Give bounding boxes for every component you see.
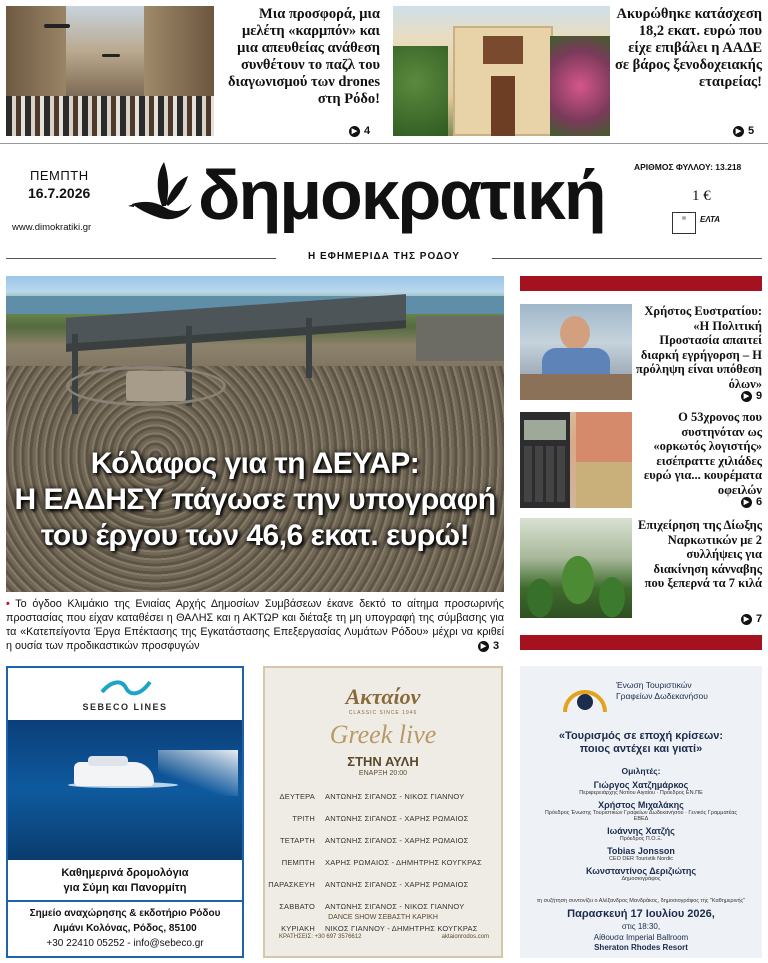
side-story-1-text[interactable]: Χρήστος Ευστρατίου: «Η Πολιτική Προστασία απαιτεί διαρκή εγρήγορση – Η πρόληψη είναι υπόθεση όλων» (636, 304, 762, 391)
sebeco-brand: SEBECO LINES (82, 702, 168, 712)
tourism-org-logo-icon (560, 674, 610, 714)
speaker: Ιωάννης Χατζής Πρόεδρος Π.Ο.Ξ. (607, 826, 675, 842)
drone-icon (44, 24, 70, 28)
mansion-photo (393, 6, 610, 136)
tourism-org (616, 680, 708, 702)
main-headline-line2: Η ΕΑΔΗΣΥ πάγωσε την υπογραφή (14, 483, 496, 516)
price: 1 € (692, 188, 711, 204)
tourism-place-line1: Αίθουσα Imperial Ballroom (593, 933, 689, 942)
tourism-title-line1: «Τουρισμός σε εποχή κρίσεων: (558, 730, 724, 742)
side-top-bar (520, 276, 762, 291)
dove-logo-icon (126, 160, 196, 226)
tourism-place (520, 933, 762, 953)
teaser-drones-text[interactable]: Μια προσφορά, μια μελέτη «καρμπόν» και μια απευθείας ανάθεση συνθέτουν το παζλ του διαγωνισμού των drones στη Ρόδο! (228, 6, 380, 107)
drones-street-photo (6, 6, 214, 136)
aktaion-since: CLASSIC SINCE 1946 (348, 710, 418, 716)
side-story-2-text[interactable]: Ο 53χρονος που συστηνόταν ως «ορκωτός λογιστής» εισέπραττε χιλιάδες ευρώ για... κουρέματα οφειλών (643, 410, 762, 497)
side-story-3-text[interactable]: Επιχείρηση της Δίωξης Ναρκωτικών με 2 συλλήψεις για διακίνηση κάνναβης που ξεπερνά τα 7 κιλά (638, 518, 762, 590)
speaker: Κωνσταντίνος Δεριζιώτης Δημοσιογράφος (585, 866, 696, 882)
masthead-top-rule (0, 143, 768, 144)
aktaion-phone[interactable]: ΚΡΑΤΗΣΕΙΣ: +30 697 3576612 (279, 934, 362, 940)
tourism-org-line2: Γραφείων Δωδεκανήσου (616, 691, 708, 701)
sebeco-divider (8, 900, 242, 902)
ad-sebeco[interactable] (6, 666, 244, 958)
arrow-right-icon: ▶ (741, 614, 752, 625)
politician-photo (520, 304, 632, 400)
sebeco-address (8, 906, 242, 951)
ad-tourism[interactable] (520, 666, 762, 958)
tourism-time: στις 18:30, (621, 922, 661, 931)
main-lead (6, 597, 504, 653)
tourism-date: Παρασκευή 17 Ιουλίου 2026, (567, 908, 715, 920)
arrow-right-icon: ▶ (741, 497, 752, 508)
tagline: Η ΕΦΗΜΕΡΙΔΑ ΤΗΣ ΡΟΔΟΥ (307, 251, 461, 262)
schedule-row: ΤΕΤΑΡΤΗ ΑΝΤΩΝΗΣ ΣΙΓΑΝΟΣ - ΧΑΡΗΣ ΡΩΜΑΙΟΣ (279, 836, 469, 845)
teaser-seizure-page: ▶ 5 (733, 125, 754, 137)
side-bottom-bar (520, 635, 762, 650)
masthead-date: 16.7.2026 (28, 185, 91, 201)
tourism-moderator: τη συζήτηση συντονίζει ο Αλέξανδρος Μανδράκος, δημοσιογράφος της "Καθημερινής" (536, 898, 746, 904)
main-story-page: ▶ 3 (478, 640, 499, 652)
arrow-right-icon: ▶ (733, 126, 744, 137)
speaker: Χρήστος Μιχαλάκης Πρόεδρος Ένωσης Τουριστικών Γραφείων Δωδεκανήσου · Γενικός Γραμματέας ΕΒΕΔ (544, 800, 738, 822)
side-story-1-page: ▶ 9 (741, 390, 762, 402)
drone-icon (102, 54, 120, 57)
sebeco-tagline (8, 866, 242, 896)
schedule-row: ΚΥΡΙΑΚΗ ΝΙΚΟΣ ΓΙΑΝΝΟΥ - ΔΗΜΗΤΡΗΣ ΚΟΥΓΚΡΑΣ (281, 924, 478, 933)
wave-logo-icon (100, 676, 152, 698)
aktaion-brand: Ακταίον (345, 684, 421, 709)
aktaion-start: ΕΝΑΡΞΗ 20:00 (358, 770, 408, 777)
issue-number: ΑΡΙΘΜΟΣ ΦΥΛΛΟΥ: 13.218 (634, 162, 742, 172)
schedule-row: ΠΑΡΑΣΚΕΥΗ ΑΝΤΩΝΗΣ ΣΙΓΑΝΟΣ - ΧΑΡΗΣ ΡΩΜΑΙΟΣ (268, 880, 469, 889)
arrow-right-icon: ▶ (478, 641, 489, 652)
schedule-row: ΣΑΒΒΑΤΟ ΑΝΤΩΝΗΣ ΣΙΓΑΝΟΣ - ΝΙΚΟΣ ΓΙΑΝΝΟΥ (279, 902, 465, 911)
aktaion-script: Greek live (329, 720, 437, 749)
speaker: Γιώργος Χατζημάρκος Περιφερειάρχης Νοτίου Αιγαίου · Πρόεδρος ΕΝ.ΠΕ (579, 780, 703, 796)
calculator-money-photo (520, 412, 632, 508)
tagline-right-rule (492, 258, 762, 259)
sebeco-tagline-line1: Καθημερινά δρομολόγια (61, 867, 189, 879)
arrow-right-icon: ▶ (349, 126, 360, 137)
sebeco-tagline-line2: για Σύμη και Πανορμίτη (63, 882, 187, 894)
schedule-row: ΔΕΥΤΕΡΑ ΑΝΤΩΝΗΣ ΣΙΓΑΝΟΣ - ΝΙΚΟΣ ΓΙΑΝΝΟΥ (279, 792, 465, 801)
main-headline[interactable] (6, 446, 504, 554)
aktaion-web[interactable]: aktaionrodos.com (441, 934, 489, 940)
teaser-seizure-text[interactable]: Ακυρώθηκε κατάσχεση 18,2 εκατ. ευρώ που είχε επιβάλει η ΑΑΔΕ σε βάρος ξενοδοχειακής εταιρείας! (614, 6, 762, 90)
postage-stamp-icon: ▤ (672, 212, 696, 234)
elta-logo (700, 215, 720, 224)
main-headline-line3: του έργου των 46,6 εκατ. ευρώ! (40, 519, 470, 552)
speaker: Tobias Jonsson CEO DER Touristik Nordic (607, 846, 675, 862)
sebeco-address-line1: Σημείο αναχώρησης & εκδοτήριο Ρόδου (29, 908, 221, 919)
elta-logo-text: ΕΛΤΑ (700, 215, 721, 224)
arrow-right-icon: ▶ (741, 391, 752, 402)
main-lead-text: Το όγδοο Κλιμάκιο της Ενιαίας Αρχής Δημοσίων Συμβάσεων έκανε δεκτό το αίτημα προσωρινής προστασίας που είχαν καταθέσει η ΘΑΛΗΣ και η ΑΚΤΩΡ και διέταξε τη μη υπογραφή της σύμβασης για τα «Κατεπείγοντα Έργα Επέκτασης της Εγκατάστασης Επεξεργασίας Λυμάτων Ρόδου» μέχρι να κριθεί η ουσία των προδικαστικών προσφυγών (6, 598, 505, 652)
schedule-row: ΤΡΙΤΗ ΑΝΤΩΝΗΣ ΣΙΓΑΝΟΣ - ΧΑΡΗΣ ΡΩΜΑΙΟΣ (292, 814, 469, 823)
tourism-title-line2: ποιος αντέχει και γιατί» (579, 743, 703, 755)
tourism-speakers (540, 780, 742, 886)
schedule-row: ΠΕΜΠΤΗ ΧΑΡΗΣ ΡΩΜΑΙΟΣ - ΔΗΜΗΤΡΗΣ ΚΟΥΓΚΡΑΣ (281, 858, 482, 867)
main-headline-line1: Κόλαφος για τη ΔΕΥΑΡ: (90, 447, 420, 480)
tourism-title (520, 730, 762, 756)
side-story-3-page: ▶ 7 (741, 613, 762, 625)
tagline-left-rule (6, 258, 276, 259)
ferry-photo (8, 720, 242, 860)
side-story-2-page: ▶ 6 (741, 496, 762, 508)
masthead-day: ΠΕΜΠΤΗ (30, 168, 89, 183)
tourism-speakers-label: Ομιλητές: (621, 766, 661, 776)
tourism-place-line2: Sheraton Rhodes Resort (594, 943, 688, 952)
bullet-icon: • (6, 598, 10, 610)
aktaion-venue: ΣΤΗΝ ΑΥΛΗ (347, 754, 419, 769)
cannabis-photo (520, 518, 632, 618)
teaser-drones-page: ▶ 4 (349, 125, 370, 137)
tourism-org-line1: Ένωση Τουριστικών (616, 680, 692, 690)
aktaion-dance-show: DANCE SHOW ΣΕΒΑΣΤΗ ΚΑΡΙΚΗ (328, 914, 438, 921)
newspaper-title: δημοκρατική (198, 156, 605, 234)
masthead-website[interactable]: www.dimokratiki.gr (12, 222, 92, 233)
sebeco-address-line2: Λιμάνι Κολόνας, Ρόδος, 85100 (53, 923, 197, 934)
sebeco-contact[interactable]: +30 22410 05252 - info@sebeco.gr (46, 938, 204, 949)
